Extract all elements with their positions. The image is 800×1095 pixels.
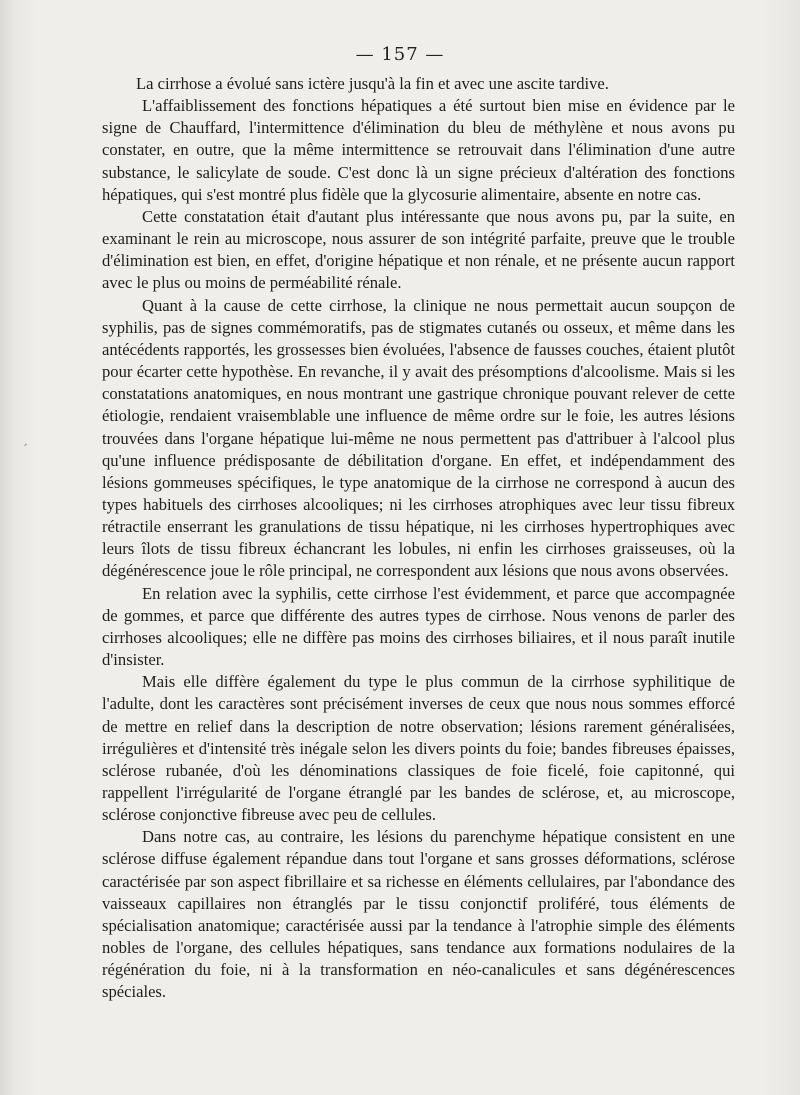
paragraph-6: Mais elle diffère également du type le plus commun de la cirrhose syphilitique de l'adulte, dont les caractères sont précisément inverses de ceux que nous nous sommes efforcé de mettre en relief dans la description de notre observation; lésions rarement généralisées, irrégulières et d'intensité très inégale selon les divers points du foie; bandes fibreuses épaisses, sclérose rubanée, d'où les dénominations classiques de foie ficelé, foie capitonné, qui rappellent l'irrégularité de l'organe étranglé par les bandes de sclérose, et, au microscope, sclérose conjonctive fibreuse avec peu de cellules. — [102, 672, 735, 825]
margin-mark: ˏ — [22, 432, 28, 446]
paragraph-4: Quant à la cause de cette cirrhose, la clinique ne nous permettait aucun soupçon de syphilis, pas de signes commémoratifs, pas de stigmates cutanés ou osseux, et même dans les antécédents rapportés, les grossesses bien évoluées, l'absence de fausses couches, étaient plutôt pour écarter cette hypothèse. En revanche, il y avait des présomptions d'alcoolisme. Mais si les constatations anatomiques, en nous montrant une gastrique chronique pouvant relever de cette étiologie, rendaient vraisemblable une influence de même ordre sur le foie, les autres lésions trouvées dans l'organe hépatique lui-même ne nous permettent pas d'attribuer à l'alcool plus qu'une influence prédisposante de débilitation d'organe. En effet, et indépendamment des lésions gommeuses spécifiques, le type anatomique de la cirrhose ne correspond à aucun des types habituels des cirrhoses alcooliques; ni les cirrhoses atrophiques avec leur tissu fibreux rétractile enserrant les granulations de tissu hépatique, ni les cirrhoses hypertrophiques avec leurs îlots de tissu fibreux échancrant les lobules, ni enfin les cirrhoses graisseuses, où la dégénérescence joue le rôle principal, ne correspondent aux lésions que nous avons observées. — [102, 295, 735, 581]
paragraph-1: La cirrhose a évolué sans ictère jusqu'à la fin et avec une ascite tardive. — [136, 74, 609, 93]
paragraph-3: Cette constatation était d'autant plus intéressante que nous avons pu, par la suite, en examinant le rein au microscope, nous assurer de son intégrité parfaite, preuve que le trouble d'élimination est bien, en effet, d'origine hépatique et non rénale, et ne présente aucun rapport avec le plus ou moins de perméabilité rénale. — [102, 206, 735, 293]
paragraph-7: Dans notre cas, au contraire, les lésions du parenchyme hépatique consistent en une sclérose diffuse également répandue dans tout l'organe et sans grosses déformations, sclérose caractérisée par son aspect fibrillaire et sa richesse en éléments cellulaires, par l'abondance des vaisseaux capillaires non étranglés par le tissu conjonctif proliféré, tous éléments de spécialisation anatomique; caractérisée aussi par la tendance à l'atrophie simple des éléments nobles de l'organe, des cellules hépatiques, sans tendance aux formations nodulaires de la régénération du foie, ni à la transformation en néo-canalicules et sans dégénérescences spéciales. — [102, 827, 735, 1002]
body-text — [102, 73, 735, 1004]
page-number: — 157 — — [355, 44, 445, 65]
paragraph-5: En relation avec la syphilis, cette cirrhose l'est évidemment, et parce que accompagnée de gommes, et parce que différente des autres types de cirrhose. Nous venons de parler des cirrhoses alcooliques; elle ne diffère pas moins des cirrhoses biliaires, et il nous paraît inutile d'insister. — [102, 583, 735, 670]
paragraph-2: L'affaiblissement des fonctions hépatiques a été surtout bien mise en évidence par le signe de Chauffard, l'intermittence d'élimination du bleu de méthylène et nous avons pu constater, en outre, que la même intermittence se retrouvait dans l'élimination d'une autre substance, le salicylate de soude. C'est donc là un signe précieux d'altération des fonctions hépatiques, qui s'est montré plus fidèle que la glycosurie alimentaire, absente en notre cas. — [102, 96, 735, 204]
